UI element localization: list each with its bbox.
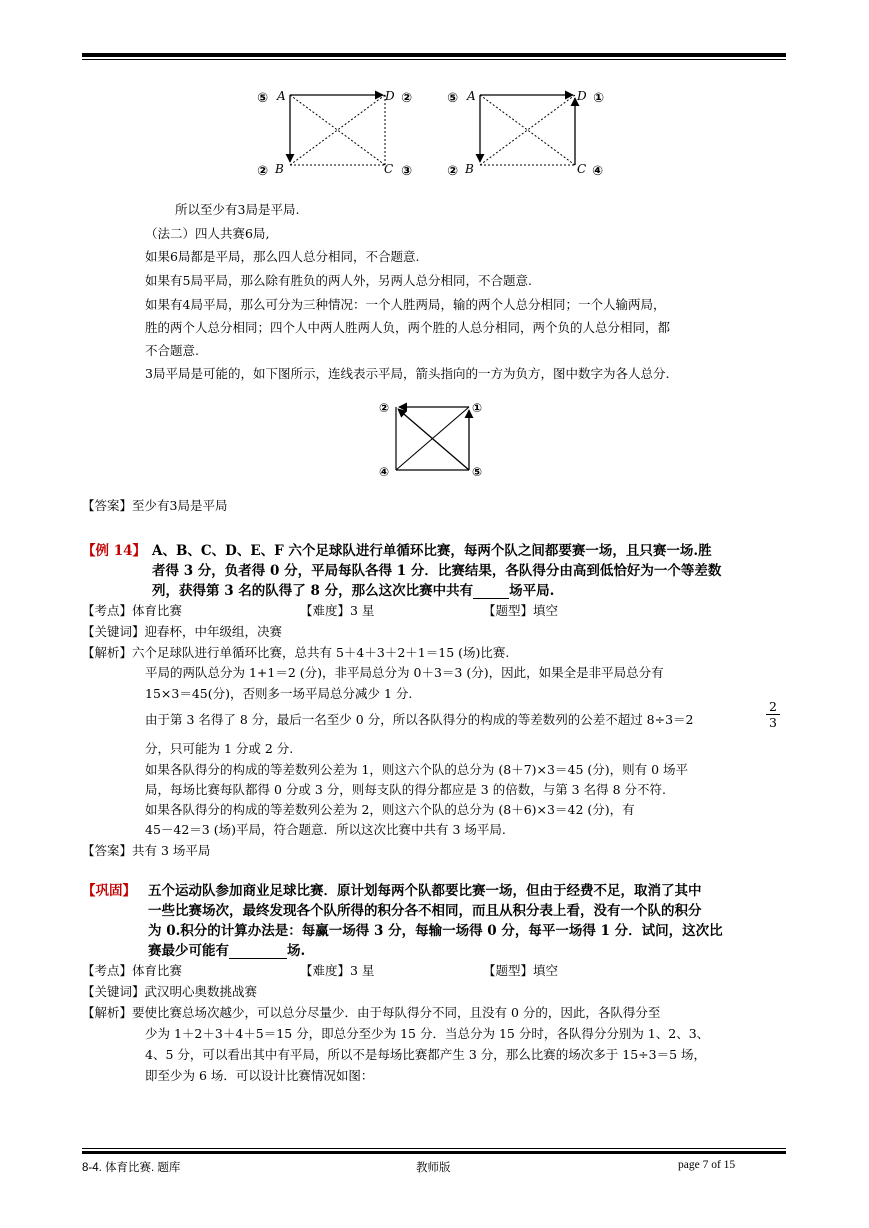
gonggu-question-4b: 场.: [287, 943, 306, 959]
score-a: ⑤: [257, 91, 269, 106]
score-d: ②: [401, 91, 413, 106]
example-question-3a: 列，获得第 3 名的队得了 8 分，那么这次比赛中共有: [152, 583, 474, 599]
gonggu-answer-blank: [229, 944, 287, 959]
footer-rule-thin: [82, 1148, 786, 1149]
footer-rule-thick: [82, 1151, 786, 1154]
edge-diag-2: [398, 409, 469, 470]
analysis-line-1: 【解析】六个足球队进行单循环比赛，总共有 5＋4＋3＋2＋1＝15 (场)比赛.: [82, 645, 510, 660]
solution-line-3: 如果6局都是平局，那么四人总分相同，不合题意.: [145, 249, 420, 264]
solution-line-8: 3局平局是可能的，如下图所示，连线表示平局，箭头指向的一方为负方，图中数字为各人总分.: [145, 366, 670, 381]
three-draw-diagram: [376, 397, 491, 482]
diagram-left: [257, 89, 412, 179]
gonggu-question-3: 为 0.积分的计算办法是：每赢一场得 3 分，每输一场得 0 分，每平一场得 1 分．试问，这次比: [148, 923, 723, 939]
label-b: B: [465, 162, 474, 176]
gonggu-question-1: 五个运动队参加商业足球比赛．原计划每两个队都要比赛一场，但由于经费不足，取消了其中: [148, 883, 702, 899]
example-question-3: [152, 583, 554, 599]
score-a: ⑤: [447, 91, 459, 106]
diagram-right: [447, 89, 604, 179]
footer-center: 教师版: [416, 1162, 451, 1174]
fraction-denominator: 3: [766, 714, 780, 730]
header-rule-thick: [82, 53, 786, 57]
score-br: ⑤: [472, 465, 483, 479]
gonggu-tag: 【巩固】: [82, 883, 136, 899]
label-a: A: [467, 89, 476, 103]
solution-line-2: （法二）四人共赛6局,: [145, 226, 270, 241]
label-d: D: [385, 89, 395, 103]
label-d: D: [577, 89, 587, 103]
label-c: C: [577, 162, 587, 176]
gonggu-question-4a: 赛最少可能有: [148, 943, 229, 959]
gonggu-nandu: 【难度】3 星: [300, 963, 375, 978]
score-b: ②: [257, 164, 269, 179]
score-tr: ①: [472, 401, 483, 415]
gonggu-analysis-1: 【解析】要使比赛总场次越少，可以总分尽量少．由于每队得分不同，且没有 0 分的，因此，各队得分至: [82, 1005, 661, 1020]
gonggu-analysis-2: 少为 1＋2＋3＋4＋5＝15 分，即总分至少为 15 分．当总分为 15 分时，各队得分分别为 1、2、3、: [145, 1026, 710, 1041]
score-b: ②: [447, 164, 459, 179]
match-diagram-pair: [250, 80, 620, 185]
tixing: 【题型】填空: [483, 603, 559, 618]
analysis-line-5: 分，只可能为 1 分或 2 分.: [145, 741, 294, 756]
gonggu-question-4: [148, 943, 305, 959]
score-tl: ②: [379, 401, 390, 415]
fraction-two-thirds: [766, 699, 780, 730]
score-c: ④: [592, 164, 604, 179]
solution-line-7: 不合题意.: [145, 343, 199, 358]
kaodian: 【考点】体育比赛: [82, 603, 183, 618]
score-c: ③: [401, 164, 413, 179]
gonggu-tixing: 【题型】填空: [483, 963, 559, 978]
gonggu-question-2: 一些比赛场次，最终发现各个队所得的积分各不相同，而且从积分表上看，没有一个队的积分: [148, 903, 702, 919]
gonggu-analysis-4: 即至少为 6 场．可以设计比赛情况如图：: [145, 1068, 374, 1083]
fraction-numerator: 2: [769, 699, 777, 714]
score-d: ①: [593, 91, 605, 106]
solution-line-4: 如果有5局平局，那么除有胜负的两人外，另两人总分相同，不合题意.: [145, 273, 532, 288]
score-bl: ④: [379, 465, 390, 479]
label-a: A: [277, 89, 286, 103]
example-question-2: 者得 3 分，负者得 0 分，平局每队各得 1 分．比赛结果，各队得分由高到低恰好为一个等差数: [152, 563, 722, 579]
footer-left: 8-4. 体育比赛. 题库: [82, 1162, 181, 1174]
example-tag: 【例 14】: [82, 543, 146, 559]
footer-page-number: page 7 of 15: [678, 1159, 736, 1171]
label-c: C: [384, 162, 394, 176]
analysis-line-9: 45－42＝3 (场)平局，符合题意．所以这次比赛中共有 3 场平局.: [145, 822, 506, 837]
example-question-3b: 场平局.: [509, 583, 555, 599]
answer-2: 【答案】共有 3 场平局: [82, 843, 211, 858]
solution-line-5: 如果有4局平局，那么可分为三种情况：一个人胜两局，输的两个人总分相同；一个人输两局，: [145, 297, 666, 312]
gonggu-kaodian: 【考点】体育比赛: [82, 963, 183, 978]
solution-line-1: 所以至少有3局是平局.: [175, 202, 300, 217]
answer-blank: [473, 584, 509, 599]
label-b: B: [275, 162, 284, 176]
answer-1: 【答案】至少有3局是平局: [82, 498, 228, 513]
analysis-line-7: 局，每场比赛每队都得 0 分或 3 分，则每支队的得分都应是 3 的倍数，与第 3 名得 8 分不符.: [145, 782, 666, 797]
gonggu-keyword: 【关键词】武汉明心奥数挑战赛: [82, 984, 258, 999]
gonggu-analysis-3: 4、5 分，可以看出其中有平局，所以不是每场比赛都产生 3 分，那么比赛的场次多于 15÷3＝5 场，: [145, 1047, 707, 1062]
analysis-line-2: 平局的两队总分为 1+1＝2 (分)，非平局总分为 0＋3＝3 (分)，因此，如果全是非平局总分有: [145, 665, 664, 680]
analysis-line-6: 如果各队得分的构成的等差数列公差为 1，则这六个队的总分为 (8＋7)×3＝45 (分)，则有 0 场平: [145, 762, 689, 777]
keyword: 【关键词】迎春杯，中年级组，决赛: [82, 624, 283, 639]
analysis-line-3: 15×3＝45(分)，否则多一场平局总分减少 1 分.: [145, 686, 413, 701]
example-question-1: A、B、C、D、E、F 六个足球队进行单循环比赛，每两个队之间都要赛一场，且只赛一场.胜: [152, 543, 712, 559]
nandu: 【难度】3 星: [300, 603, 375, 618]
analysis-line-4: 由于第 3 名得了 8 分，最后一名至少 0 分，所以各队得分的构成的等差数列的公差不超过 8÷3＝2: [145, 712, 694, 727]
analysis-line-8: 如果各队得分的构成的等差数列公差为 2，则这六个队的总分为 (8＋6)×3＝42 (分)，有: [145, 802, 635, 817]
header-rule-thin: [82, 59, 786, 60]
solution-line-6: 胜的两个人总分相同；四个人中两人胜两人负，两个胜的人总分相同，两个负的人总分相同，都: [145, 320, 671, 335]
